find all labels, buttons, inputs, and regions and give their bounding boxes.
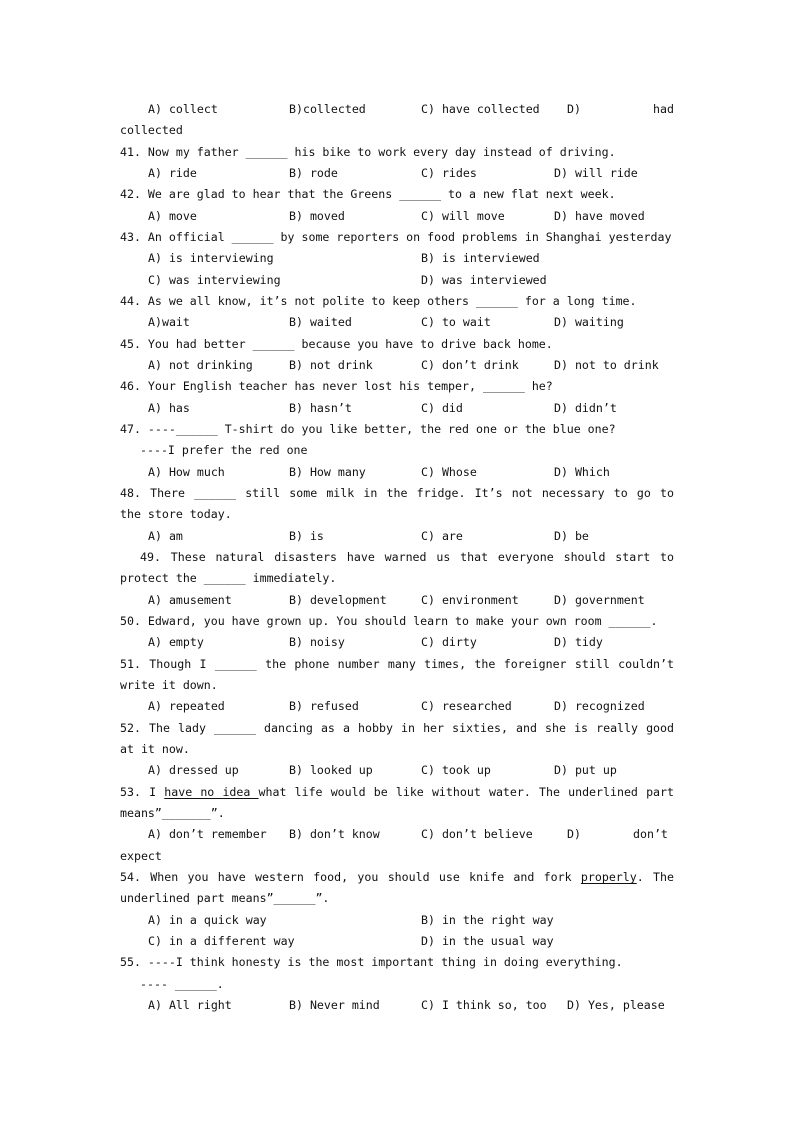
option-b: B) refused xyxy=(289,699,359,713)
option-b: B) rode xyxy=(289,166,338,180)
dialogue-reply: ---- ______. xyxy=(140,977,224,991)
option-b: B) is xyxy=(289,529,324,543)
option-a: A) not drinking xyxy=(148,358,253,372)
question-stem: 46. Your English teacher has never lost his temper, ______ he? xyxy=(120,379,553,393)
option-b: B) not drink xyxy=(289,358,373,372)
question-stem-continued: write it down. xyxy=(120,678,218,692)
question-stem-continued: protect the ______ immediately. xyxy=(120,571,337,585)
question-stem: 43. An official ______ by some reporters on food problems in Shanghai yesterday xyxy=(120,230,672,244)
option-d: D) Which xyxy=(554,465,610,479)
option-b: B) hasn’t xyxy=(289,401,352,415)
option-a: A) dressed up xyxy=(148,763,239,777)
option-a: A) How much xyxy=(148,465,225,479)
option-d: D) put up xyxy=(554,763,617,777)
option-d: D) not to drink xyxy=(554,358,659,372)
option-a: A) empty xyxy=(148,635,204,649)
question-stem: 45. You had better ______ because you have to drive back home. xyxy=(120,337,553,351)
option-b: B) development xyxy=(289,593,387,607)
question-stem: 48. There ______ still some milk in the fridge. It’s not necessary to go to xyxy=(120,486,674,500)
option-a: A) am xyxy=(148,529,183,543)
option-d: D) government xyxy=(554,593,645,607)
option-b: B)collected xyxy=(289,102,366,116)
option-d-continuation: expect xyxy=(120,849,162,863)
option-d-letter: D) xyxy=(567,827,581,841)
option-c: C) don’t believe xyxy=(421,827,533,841)
option-b: B) waited xyxy=(289,315,352,329)
question-stem: 49. These natural disasters have warned us that everyone should start to xyxy=(140,550,674,564)
question-stem-continued: means”_______”. xyxy=(120,806,225,820)
option-d-word: don’t xyxy=(633,827,668,841)
stem-prefix: 54. When you have western food, you should use knife and fork xyxy=(120,870,581,884)
option-b: B) noisy xyxy=(289,635,345,649)
option-d: D) Yes, please xyxy=(567,998,665,1012)
question-stem: 55. ----I think honesty is the most important thing in doing everything. xyxy=(120,955,623,969)
option-a: A) ride xyxy=(148,166,197,180)
option-c: C) have collected xyxy=(421,102,540,116)
option-c: C) in a different way xyxy=(148,934,295,948)
option-a: A) All right xyxy=(148,998,232,1012)
question-stem: 47. ----______ T-shirt do you like better, the red one or the blue one? xyxy=(120,422,616,436)
option-d: D) recognized xyxy=(554,699,645,713)
option-d: D) have moved xyxy=(554,209,645,223)
dialogue-reply: ----I prefer the red one xyxy=(140,443,308,457)
question-stem: 50. Edward, you have grown up. You should learn to make your own room ______. xyxy=(120,614,658,628)
option-a: A) is interviewing xyxy=(148,251,274,265)
option-d: D) will ride xyxy=(554,166,638,180)
option-c: C) don’t drink xyxy=(421,358,519,372)
option-d: D) tidy xyxy=(554,635,603,649)
option-c: C) rides xyxy=(421,166,477,180)
option-a: A)wait xyxy=(148,315,190,329)
option-c: C) I think so, too xyxy=(421,998,547,1012)
option-a: A) collect xyxy=(148,102,218,116)
option-c: C) did xyxy=(421,401,463,415)
option-d: D) be xyxy=(554,529,589,543)
underlined-phrase: have no idea xyxy=(164,785,259,799)
underlined-phrase: properly xyxy=(580,870,637,884)
option-c: C) are xyxy=(421,529,463,543)
stem-suffix: . The xyxy=(636,870,674,884)
option-d-word: had xyxy=(653,102,674,116)
question-stem xyxy=(120,785,674,799)
option-a: A) move xyxy=(148,209,197,223)
option-b: B) How many xyxy=(289,465,366,479)
option-c: C) researched xyxy=(421,699,512,713)
option-b: B) in the right way xyxy=(421,913,554,927)
option-b: B) looked up xyxy=(289,763,373,777)
option-a: A) in a quick way xyxy=(148,913,267,927)
option-c: C) will move xyxy=(421,209,505,223)
question-stem: 41. Now my father ______ his bike to work every day instead of driving. xyxy=(120,145,616,159)
question-stem xyxy=(120,870,674,884)
option-a: A) don’t remember xyxy=(148,827,267,841)
option-b: B) is interviewed xyxy=(421,251,540,265)
option-c: C) Whose xyxy=(421,465,477,479)
question-stem-continued: underlined part means”______”. xyxy=(120,891,330,905)
option-a: A) amusement xyxy=(148,593,232,607)
question-stem: 52. The lady ______ dancing as a hobby in her sixties, and she is really good xyxy=(120,721,674,735)
option-a: A) has xyxy=(148,401,190,415)
question-stem-continued: at it now. xyxy=(120,742,190,756)
option-d: D) in the usual way xyxy=(421,934,554,948)
option-b: B) don’t know xyxy=(289,827,380,841)
question-stem: 51. Though I ______ the phone number many times, the foreigner still couldn’t xyxy=(120,657,674,671)
option-b: B) Never mind xyxy=(289,998,380,1012)
option-d: D) was interviewed xyxy=(421,273,547,287)
option-c: C) took up xyxy=(421,763,491,777)
option-d: D) waiting xyxy=(554,315,624,329)
option-d: D) didn’t xyxy=(554,401,617,415)
stem-suffix: what life would be like without water. The underlined part xyxy=(258,785,674,799)
option-d-letter: D) xyxy=(567,102,581,116)
option-d-continuation: collected xyxy=(120,123,183,137)
option-c: C) environment xyxy=(421,593,519,607)
option-b: B) moved xyxy=(289,209,345,223)
question-stem: 42. We are glad to hear that the Greens ______ to a new flat next week. xyxy=(120,187,616,201)
option-c: C) to wait xyxy=(421,315,491,329)
option-c: C) was interviewing xyxy=(148,273,281,287)
option-c: C) dirty xyxy=(421,635,477,649)
stem-prefix: 53. I xyxy=(120,785,165,799)
question-stem-continued: the store today. xyxy=(120,507,232,521)
option-a: A) repeated xyxy=(148,699,225,713)
question-stem: 44. As we all know, it’s not polite to keep others ______ for a long time. xyxy=(120,294,637,308)
